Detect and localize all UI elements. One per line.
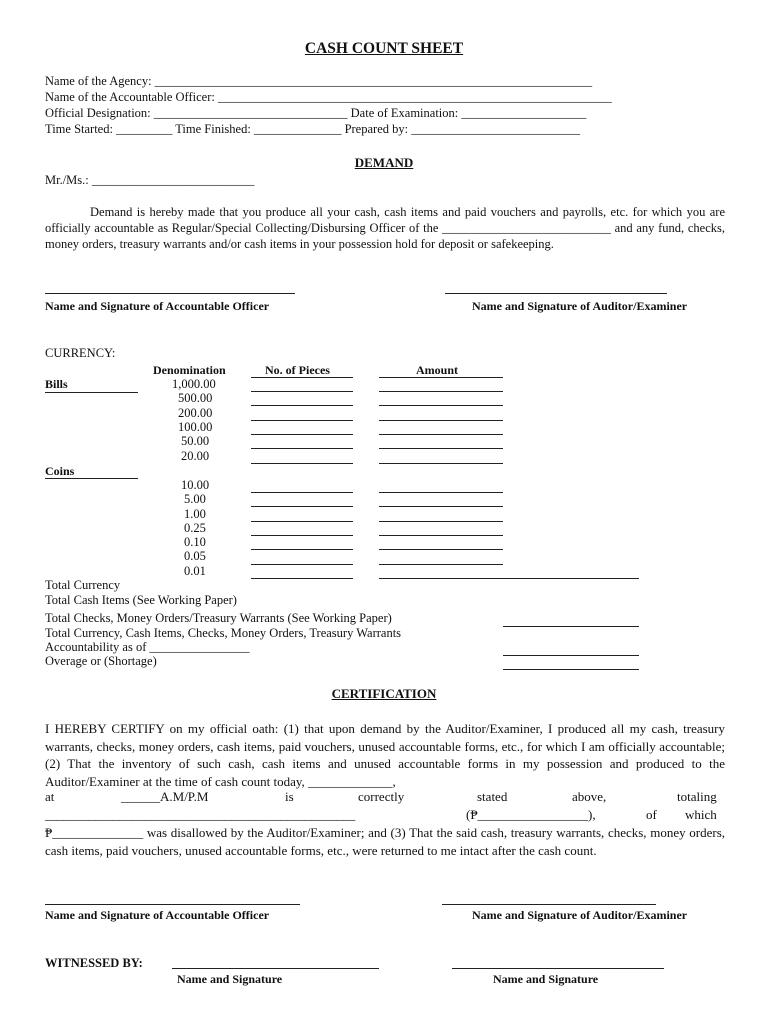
- overage-field[interactable]: [503, 669, 639, 670]
- bill-amount-field[interactable]: [379, 405, 503, 406]
- coin-amount-total-line[interactable]: [379, 578, 639, 579]
- bill-denom: 200.00: [178, 406, 213, 420]
- cert-officer-signature-label: Name and Signature of Accountable Officer: [45, 908, 270, 922]
- cert-officer-signature-line[interactable]: [45, 904, 300, 905]
- col-amount: Amount: [416, 363, 459, 377]
- demand-heading: DEMAND: [354, 155, 414, 170]
- coin-pieces-field[interactable]: [251, 564, 353, 565]
- accountable-officer-field[interactable]: Name of the Accountable Officer: _______________________________________________________________: [45, 90, 612, 104]
- cert-is: is: [285, 789, 294, 804]
- bills-label: Bills: [45, 377, 68, 391]
- coin-pieces-field[interactable]: [251, 578, 353, 579]
- col-amount-underline: [379, 377, 503, 378]
- time-prepared-field[interactable]: Time Started: _________ Time Finished: ______________ Prepared by: ___________________________: [45, 122, 580, 136]
- certification-text-2: ₱______________ was disallowed by the Auditor/Examiner; and (3) That the said cash, treasury warrants, checks, money orders, cash items, paid vouchers, unused accountable forms, etc., were returned to me intact after the cash count.: [45, 825, 725, 858]
- bill-pieces-field[interactable]: [251, 420, 353, 421]
- bill-amount-field[interactable]: [379, 420, 503, 421]
- total-checks-label: Total Checks, Money Orders/Treasury Warrants (See Working Paper): [45, 611, 392, 625]
- cert-amount-peso-field[interactable]: (₱_________________),: [466, 807, 596, 822]
- bill-amount-field[interactable]: [379, 463, 503, 464]
- witness1-signature-line[interactable]: [172, 968, 379, 969]
- mr-ms-field[interactable]: Mr./Ms.: __________________________: [45, 173, 255, 187]
- bill-amount-field[interactable]: [379, 434, 503, 435]
- bill-denom: 20.00: [181, 449, 210, 463]
- witnessed-by-label: WITNESSED BY:: [45, 956, 143, 970]
- coin-pieces-field[interactable]: [251, 506, 353, 507]
- cert-correctly: correctly: [358, 789, 405, 804]
- accountability-field[interactable]: Accountability as of ________________: [45, 640, 250, 654]
- col-pieces: No. of Pieces: [265, 363, 330, 377]
- cert-auditor-signature-label: Name and Signature of Auditor/Examiner: [472, 908, 688, 922]
- coin-denom: 5.00: [184, 492, 206, 506]
- total-all-label: Total Currency, Cash Items, Checks, Money Orders, Treasury Warrants: [45, 626, 402, 640]
- bills-underline: [45, 392, 138, 393]
- coin-denom: 0.01: [184, 564, 206, 578]
- officer-signature-label: Name and Signature of Accountable Officer: [45, 299, 270, 313]
- coin-denom: 0.25: [184, 521, 206, 535]
- accountability-amount-field[interactable]: [503, 655, 639, 656]
- officer-signature-line[interactable]: [45, 293, 295, 294]
- coin-amount-field[interactable]: [379, 521, 503, 522]
- coin-amount-field[interactable]: [379, 506, 503, 507]
- certification-heading: CERTIFICATION: [331, 686, 437, 701]
- cert-stated: stated: [477, 789, 508, 804]
- bill-pieces-field[interactable]: [251, 391, 353, 392]
- witness2-signature-line[interactable]: [452, 968, 664, 969]
- col-pieces-underline: [251, 377, 353, 378]
- coins-underline: [45, 478, 138, 479]
- col-denomination: Denomination: [153, 363, 226, 377]
- cert-of: of: [646, 807, 657, 822]
- bill-denom: 100.00: [178, 420, 213, 434]
- bill-pieces-field[interactable]: [251, 434, 353, 435]
- total-checks-field[interactable]: [503, 626, 639, 627]
- designation-date-field[interactable]: Official Designation: _______________________________ Date of Examination: ____________________: [45, 106, 587, 120]
- bill-denom: 500.00: [178, 391, 213, 405]
- certification-text: I HEREBY CERTIFY on my official oath: (1) that upon demand by the Auditor/Examiner, I produced all my cash, treasury warrants, checks, money orders, cash items, paid vouchers, unused accountable forms, etc., for which I am officially accountable; (2) That the inventory of such cash, cash items and unused accountable forms in my possession and produced to the Auditor/Examiner at the time of cash count today, _____________,: [45, 721, 725, 789]
- coin-pieces-field[interactable]: [251, 521, 353, 522]
- coin-amount-field[interactable]: [379, 549, 503, 550]
- cert-amount-words-field[interactable]: __________________________________________________: [45, 807, 356, 822]
- bill-pieces-field[interactable]: [251, 448, 353, 449]
- bill-pieces-field[interactable]: [251, 463, 353, 464]
- coin-pieces-field[interactable]: [251, 549, 353, 550]
- coin-denom: 10.00: [181, 478, 210, 492]
- coin-amount-field[interactable]: [379, 535, 503, 536]
- page-title: CASH COUNT SHEET: [304, 40, 464, 57]
- cert-above: above,: [572, 789, 607, 804]
- bill-amount-field[interactable]: [379, 448, 503, 449]
- auditor-signature-label: Name and Signature of Auditor/Examiner: [472, 299, 688, 313]
- agency-field[interactable]: Name of the Agency: ______________________________________________________________________: [45, 74, 593, 88]
- demand-text: Demand is hereby made that you produce all your cash, cash items and paid vouchers and payrolls, etc. for which you are officially accountable as Regular/Special Collecting/Disbursing Officer of the ___________________________ and any fund, checks, money orders, treasury warrants and/or cash items in your possession hold for deposit or safekeeping.: [45, 205, 725, 251]
- coin-amount-field[interactable]: [379, 564, 503, 565]
- bill-amount-field[interactable]: [379, 391, 503, 392]
- auditor-signature-line[interactable]: [445, 293, 667, 294]
- overage-label: Overage or (Shortage): [45, 654, 157, 668]
- coin-denom: 0.10: [184, 535, 206, 549]
- coins-label: Coins: [45, 464, 75, 478]
- coin-denom: 1.00: [184, 507, 206, 521]
- coin-denom: 0.05: [184, 549, 206, 563]
- cert-auditor-signature-line[interactable]: [442, 904, 656, 905]
- total-currency-label: Total Currency: [45, 578, 121, 592]
- cert-totaling: totaling: [677, 789, 717, 804]
- coin-amount-field[interactable]: [379, 492, 503, 493]
- cert-ampm-field[interactable]: ______A.M/P.M: [121, 789, 209, 804]
- witness1-signature-label: Name and Signature: [177, 972, 283, 986]
- witness2-signature-label: Name and Signature: [493, 972, 599, 986]
- cert-at: at: [45, 789, 55, 804]
- cert-which: which: [685, 807, 717, 822]
- total-cash-items-label: Total Cash Items (See Working Paper): [45, 593, 237, 607]
- coin-pieces-field[interactable]: [251, 492, 353, 493]
- currency-label: CURRENCY:: [45, 346, 116, 360]
- bill-denom: 1,000.00: [172, 377, 216, 391]
- coin-pieces-field[interactable]: [251, 535, 353, 536]
- bill-denom: 50.00: [181, 434, 210, 448]
- bill-pieces-field[interactable]: [251, 405, 353, 406]
